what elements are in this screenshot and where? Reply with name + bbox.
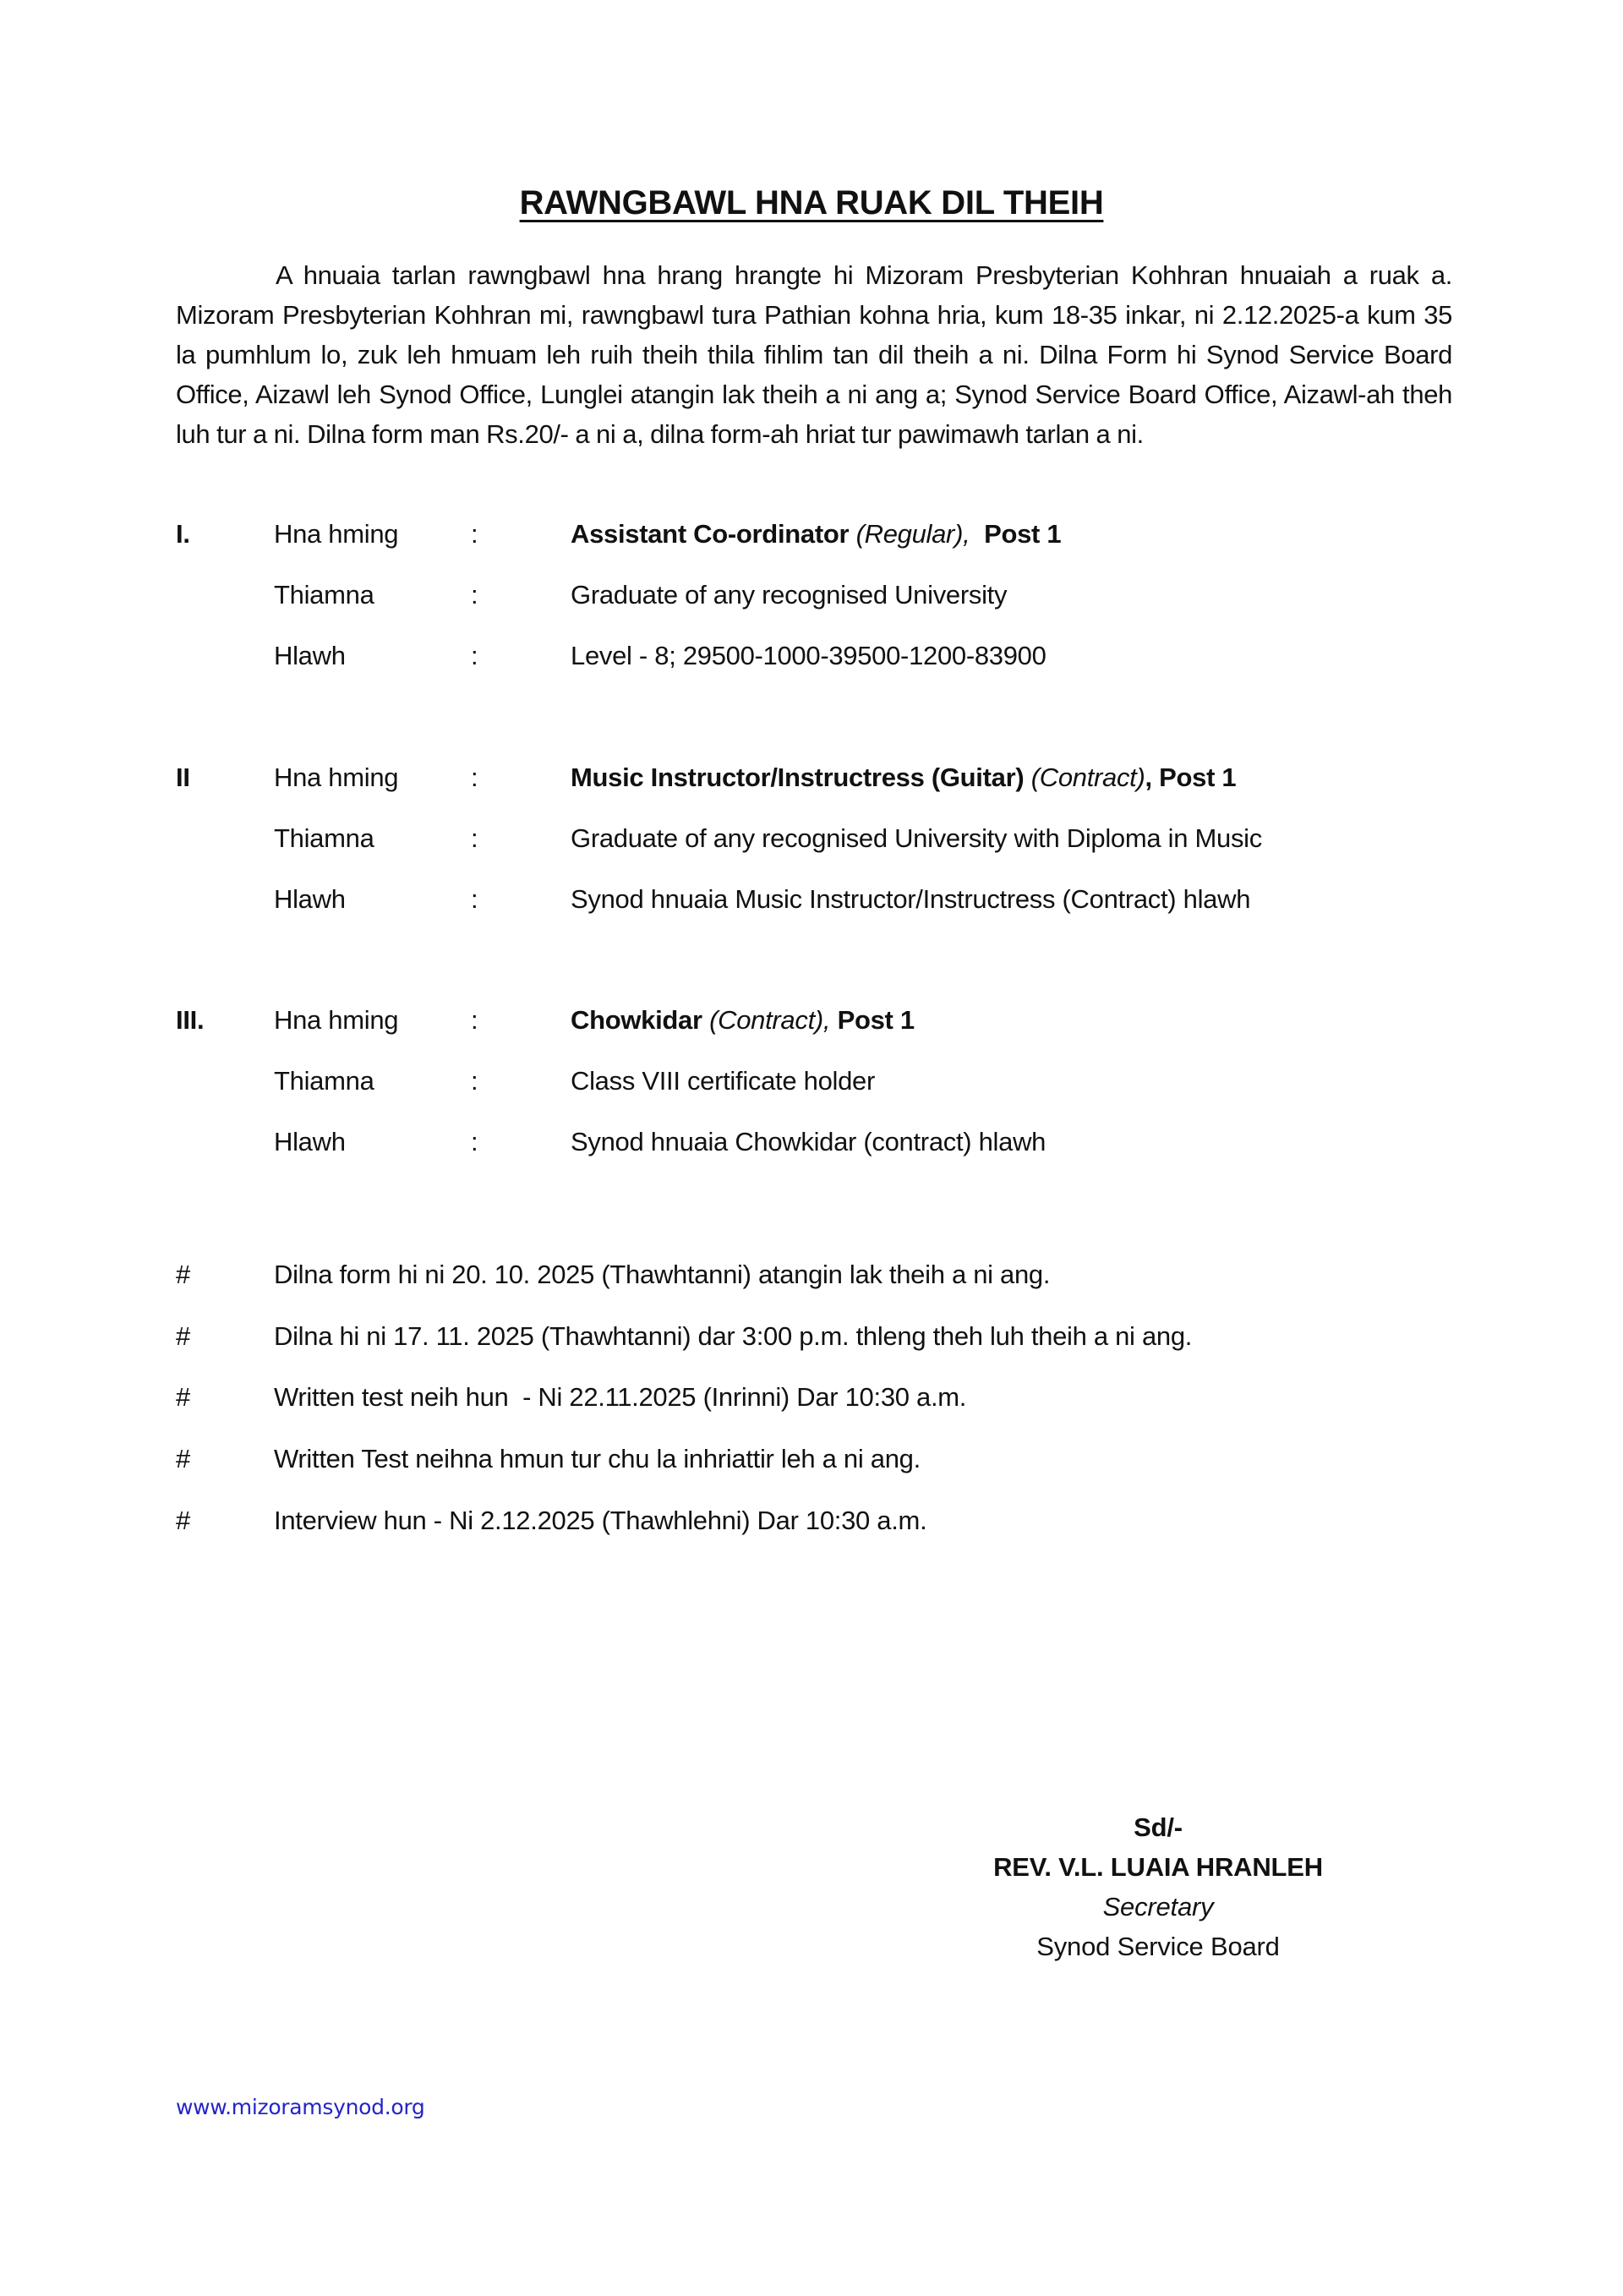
- pay-label: Hlawh: [274, 1127, 346, 1156]
- hash-marker: #: [176, 1444, 190, 1473]
- post-name: Chowkidar: [571, 1005, 702, 1035]
- separator: :: [471, 1066, 478, 1096]
- title-text: RAWNGBAWL HNA RUAK DIL THEIH: [519, 184, 1104, 221]
- separator: :: [471, 519, 478, 549]
- qualification-value: Class VIII certificate holder: [571, 1066, 876, 1096]
- footer-website-link[interactable]: www.mizoramsynod.org: [176, 2095, 425, 2119]
- pay-label: Hlawh: [274, 884, 346, 914]
- separator: :: [471, 823, 478, 853]
- post-number: I.: [176, 519, 190, 549]
- post-label: Hna hming: [274, 1005, 399, 1035]
- note-text: Written Test neihna hmun tur chu la inhriattir leh a ni ang.: [274, 1444, 921, 1473]
- document-title: [0, 184, 1623, 222]
- pay-label: Hlawh: [274, 641, 346, 670]
- post-number: II: [176, 763, 190, 792]
- qualification-value: Graduate of any recognised University with Diploma in Music: [571, 823, 1262, 853]
- post-count: Post 1: [984, 519, 1062, 549]
- separator: :: [471, 763, 478, 792]
- post-label: Hna hming: [274, 519, 399, 549]
- post-title: [571, 517, 1061, 551]
- hash-marker: #: [176, 1260, 190, 1289]
- post-title: [571, 1003, 915, 1037]
- separator: :: [471, 1005, 478, 1035]
- hash-marker: #: [176, 1321, 190, 1351]
- note-text: Written test neih hun - Ni 22.11.2025 (Inrinni) Dar 10:30 a.m.: [274, 1382, 967, 1412]
- qualification-label: Thiamna: [274, 823, 374, 853]
- qualification-label: Thiamna: [274, 1066, 374, 1096]
- post-name: Assistant Co-ordinator: [571, 519, 850, 549]
- post-count: , Post 1: [1145, 763, 1237, 792]
- signatory-designation: Secretary: [1102, 1892, 1214, 1922]
- post-name: Music Instructor/Instructress (Guitar): [571, 763, 1025, 792]
- separator: :: [471, 580, 478, 610]
- post-type: (Contract): [1030, 763, 1145, 792]
- hash-marker: #: [176, 1382, 190, 1412]
- intro-paragraph: A hnuaia tarlan rawngbawl hna hrang hrangte hi Mizoram Presbyterian Kohhran hnuaiah a ruak a. Mizoram Presbyterian Kohhran mi, rawngbawl tura Pathian kohna hria, kum 18-35 inkar, ni 2.12.2025-a kum 35 la pumhlum lo, zuk leh hmuam leh ruih theih thila fihlim tan dil theih a ni. Dilna Form hi Synod Service Board Office, Aizawl leh Synod Office, Lunglei atangin lak theih a ni ang a; Synod Service Board Office, Aizawl-ah theh luh tur a ni. Dilna form man Rs.20/- a ni a, dilna form-ah hriat tur pawimawh tarlan a ni.: [176, 260, 1452, 449]
- pay-value: Level - 8; 29500-1000-39500-1200-83900: [571, 641, 1046, 670]
- note-text: Dilna hi ni 17. 11. 2025 (Thawhtanni) dar 3:00 p.m. thleng theh luh theih a ni ang.: [274, 1321, 1193, 1351]
- post-count: Post 1: [837, 1005, 915, 1035]
- qualification-label: Thiamna: [274, 580, 374, 610]
- hash-marker: #: [176, 1506, 190, 1535]
- post-title: [571, 761, 1236, 795]
- post-number: III.: [176, 1005, 205, 1035]
- post-type: (Regular),: [855, 519, 970, 549]
- qualification-value: Graduate of any recognised University: [571, 580, 1008, 610]
- signatory-organization: Synod Service Board: [1036, 1932, 1280, 1961]
- separator: :: [471, 884, 478, 914]
- note-text: Dilna form hi ni 20. 10. 2025 (Thawhtanni) atangin lak theih a ni ang.: [274, 1260, 1051, 1289]
- post-label: Hna hming: [274, 763, 399, 792]
- separator: :: [471, 641, 478, 670]
- pay-value: Synod hnuaia Chowkidar (contract) hlawh: [571, 1127, 1046, 1156]
- signatory-name: REV. V.L. LUAIA HRANLEH: [993, 1852, 1323, 1882]
- note-text: Interview hun - Ni 2.12.2025 (Thawhlehni) Dar 10:30 a.m.: [274, 1506, 927, 1535]
- pay-value: Synod hnuaia Music Instructor/Instructress (Contract) hlawh: [571, 884, 1251, 914]
- separator: :: [471, 1127, 478, 1156]
- signature-sd: Sd/-: [1134, 1812, 1183, 1842]
- post-type: (Contract),: [709, 1005, 831, 1035]
